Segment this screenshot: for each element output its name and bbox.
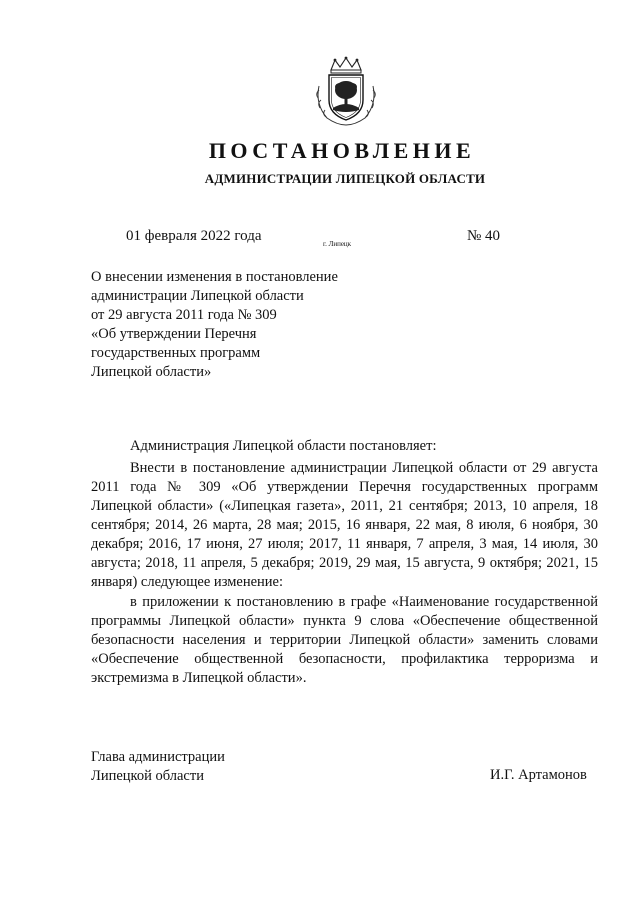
document-city: г. Липецк xyxy=(323,240,352,248)
body-preamble: Администрация Липецкой области постановляет: xyxy=(130,438,437,454)
subject-line: Липецкой области» xyxy=(91,364,212,380)
subject-line: администрации Липецкой области xyxy=(91,288,304,304)
signatory-title-line: Глава администрации xyxy=(91,749,225,765)
document-number: № 40 xyxy=(467,228,501,244)
body-paragraph-amendment: Внести в постановление администрации Липецкой области от 29 августа 2011 года № 309 «Об утверждении Перечня государственных программ Липецкой области» («Липецкая газета», 2011, 21 сентября; 2013, 10 апреля, 18 сентября; 2014, 26 марта, 28 мая; 2015, 16 января, 22 мая, 8 июля, 6 ноября, 30 декабря; 2016, 17 июня, 27 июля; 2017, 11 января, 7 апреля, 3 мая, 14 июля, 30 августа; 2018, 11 апреля, 5 декабря; 2019, 29 мая, 15 августа, 9 октября; 2021, 15 января) следующее изменение: xyxy=(91,460,598,590)
signatory-title xyxy=(91,748,225,786)
document-subject xyxy=(91,268,391,382)
document-title: ПОСТАНОВЛЕНИЕ xyxy=(208,138,476,163)
signatory-name: И.Г. Артамонов xyxy=(490,767,587,783)
signatory-title-line: Липецкой области xyxy=(91,768,204,784)
body-paragraph-change: в приложении к постановлению в графе «Наименование государственной программы Липецкой области» пункта 9 слова «Обеспечение общественной безопасности населения и территории Липецкой области» заменить словами «Обеспечение общественной безопасности, профилактика терроризма и экстремизма в Липецкой области». xyxy=(91,594,598,686)
issuing-authority: АДМИНИСТРАЦИИ ЛИПЕЦКОЙ ОБЛАСТИ xyxy=(204,171,486,186)
subject-line: государственных программ xyxy=(91,345,261,361)
subject-line: О внесении изменения в постановление xyxy=(91,269,338,285)
document-date: 01 февраля 2022 года xyxy=(126,228,262,244)
lipetsk-oblast-coat-of-arms-icon xyxy=(313,56,379,126)
subject-line: от 29 августа 2011 года № 309 xyxy=(91,307,277,323)
subject-line: «Об утверждении Перечня xyxy=(91,326,257,342)
